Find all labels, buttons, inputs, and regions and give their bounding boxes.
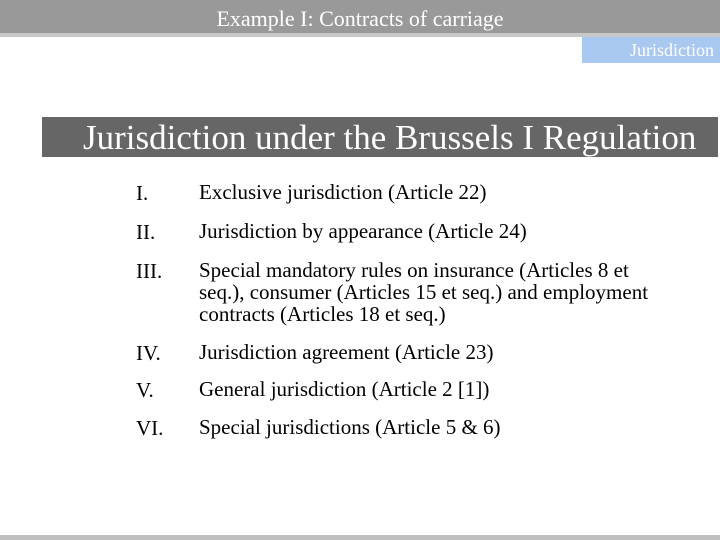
footer-bar [0, 535, 720, 540]
list-item-number: V. [136, 378, 154, 402]
list-item-text: Special mandatory rules on insurance (Articles 8 et seq.), consumer (Articles 15 et seq.) and employment contracts (Articles 18 et seq.) [199, 258, 649, 326]
list-item-number: II. [136, 220, 156, 244]
list-item-number: IV. [136, 341, 161, 365]
list-item-text: Exclusive jurisdiction (Article 22) [199, 180, 487, 204]
section-tab-jurisdiction: Jurisdiction [582, 37, 720, 63]
list-item-number: VI. [136, 416, 164, 440]
slide-heading: Jurisdiction under the Brussels I Regulation [83, 118, 697, 157]
list-item-text: Special jurisdictions (Article 5 & 6) [199, 415, 501, 439]
presentation-title: Example I: Contracts of carriage [216, 6, 504, 31]
list-item-number: I. [136, 181, 149, 205]
list-item-text: General jurisdiction (Article 2 [1]) [199, 377, 490, 401]
list-item-text: Jurisdiction by appearance (Article 24) [199, 219, 527, 243]
list-item-number: III. [136, 259, 163, 283]
list-item-text: Jurisdiction agreement (Article 23) [199, 340, 494, 364]
